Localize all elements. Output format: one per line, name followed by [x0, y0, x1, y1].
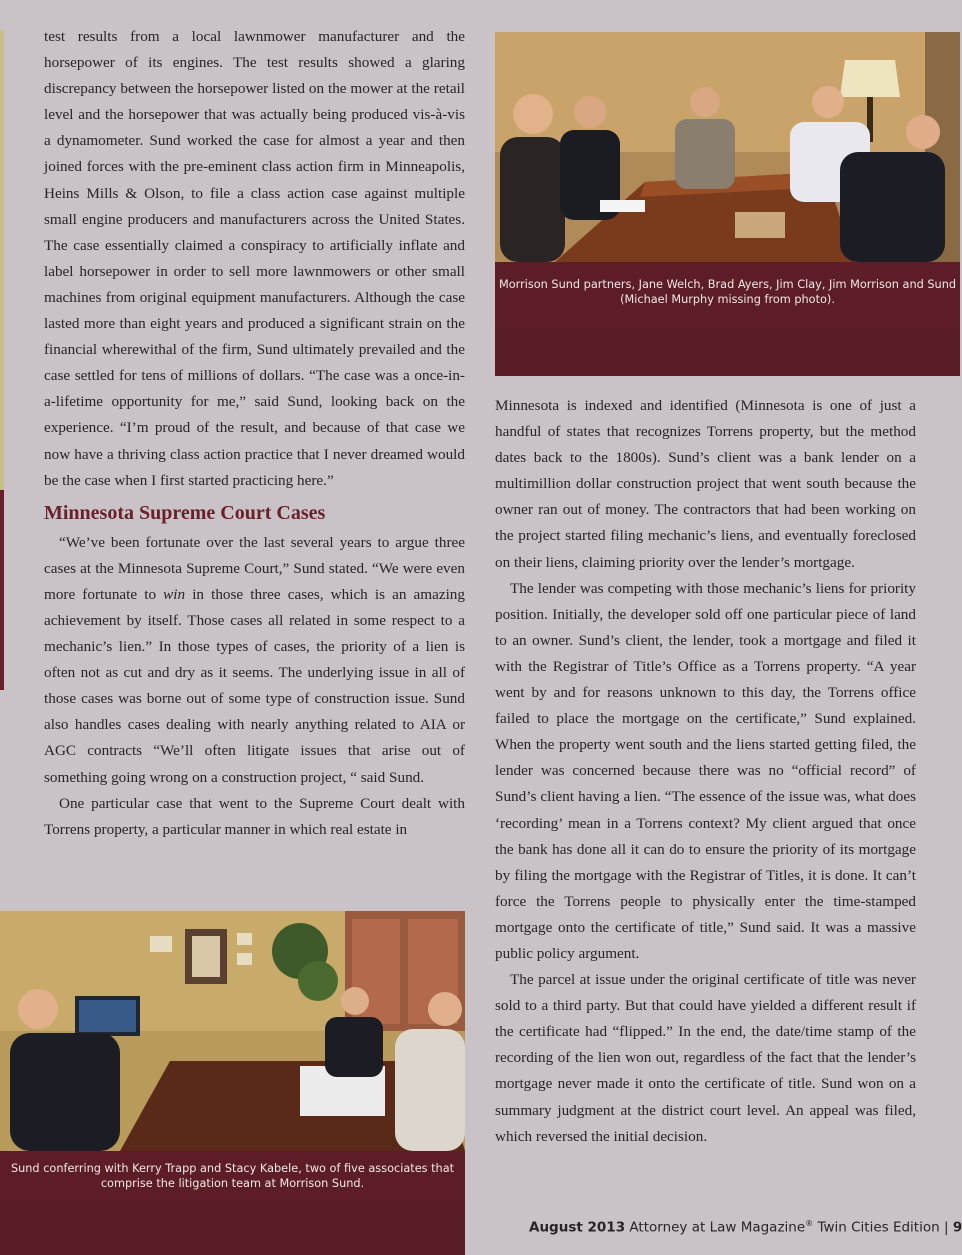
footer-date: August 2013 [529, 1219, 626, 1236]
footer-publication: Attorney at Law Magazine [629, 1219, 806, 1236]
associates-photo-image [0, 911, 465, 1151]
left-paragraph-2 [44, 530, 465, 791]
right-paragraph-2: The lender was competing with those mechanic’s liens for priority position. Initially, the developer sold off one particular piece of land to an owner. Sund’s client, the lender, took a mortgage and filed it with the Registrar of Title’s Office as a Torrens property. “A year went by and for reasons unknown to this day, the Torrens office failed to place the mortgage on the certificate,” Sund explained. When the property went south and the liens started getting filed, the lender was concerned because there was no “official record” of Sund’s client having a lien. “The essence of the issue was, what does ‘recording’ mean in a Torrens context? My client argued that once the bank has done all it can do to ensure the priority of its mortgage by filing the mortgage with the Registrar of Titles, it is done. It can’t force the Torrens people to physically enter the time-stamped mortgage onto the certificate of title,” Sund said. It was a massive public policy argument. [495, 579, 916, 962]
emphasis-win: win [163, 585, 186, 603]
left-paragraph-2-part-a: “We’ve been fortunate over the last several years to argue three cases at the Minnesota Supreme Court,” Sund stated. “We were even more fortunate to [44, 533, 465, 603]
partners-photo-caption: Morrison Sund partners, Jane Welch, Brad Ayers, Jim Clay, Jim Morrison and Sund (Michael Murphy missing from photo). [495, 262, 960, 328]
left-paragraph-3: One particular case that went to the Supreme Court dealt with Torrens property, a particular manner in which real estate in [44, 794, 465, 838]
left-paragraph-2-part-b: in those three cases, which is an amazing achievement by itself. Those cases all related in some respect to a mechanic’s lien.” In those types of cases, the priority of a lien is often not as cut and dry as it seems. The underlying issue in all of those cases was borne out of some type of construction issue. Sund also handles cases dealing with nearly anything related to AIA or AGC contracts “We’ll often litigate issues that arise out of something going wrong on a construction project, “ said Sund. [44, 585, 465, 786]
page-edge-stripe-gold [0, 30, 4, 490]
footer-separator: | [943, 1219, 949, 1236]
left-paragraph-1: test results from a local lawnmower manufacturer and the horsepower of its engines. The test results showed a glaring discrepancy between the horsepower listed on the mower at the retail level and the horsepower that was actually being produced vis-à-vis a dynamometer. Sund worked the case for almost a year and then joined forces with the pre-eminent class action firm in Minneapolis, Heins Mills & Olson, to file a class action case against multiple small engine producers and manufacturers across the United States. The case essentially claimed a conspiracy to artificially inflate and label horsepower in order to sell more lawnmowers or other small machines from original equipment manufacturers. Although the case lasted more than eight years and produced a significant strain on the financial wherewithal of the firm, Sund ultimately prevailed and the case settled for tens of millions of dollars. “The case was a once-in-a-lifetime opportunity for me,” said Sund, looking back on the experience. “I’m proud of the result, and because of that case we now have a thriving class action practice that I never dreamed would be the case when I first started practicing here.” [44, 28, 465, 489]
partners-photo [495, 32, 960, 376]
page-edge-stripe-maroon [0, 490, 4, 690]
right-paragraph-1: Minnesota is indexed and identified (Minnesota is one of just a handful of states that recognizes Torrens property, but the method dates back to the 1800s). Sund’s client was a bank lender on a multimillion dollar construction project that went south because the owner ran out of money. The contractors that had been working on the project started filing mechanic’s liens, and eventually foreclosed on their liens, claiming priority over the lender’s mortgage. [495, 397, 916, 571]
footer-trademark: ® [805, 1219, 814, 1228]
page-footer [529, 1219, 962, 1236]
section-heading: Minnesota Supreme Court Cases [44, 501, 326, 524]
right-column [495, 393, 916, 1150]
partners-photo-image [495, 32, 960, 262]
footer-edition: Twin Cities Edition [817, 1219, 940, 1236]
left-column [44, 24, 465, 843]
associates-photo-caption: Sund conferring with Kerry Trapp and Stacy Kabele, two of five associates that comprise the litigation team at Morrison Sund. [0, 1151, 465, 1203]
associates-photo [0, 911, 465, 1255]
page-number: 9 [952, 1219, 962, 1236]
right-paragraph-3: The parcel at issue under the original certificate of title was never sold to a third party. But that could have yielded a different result if the certificate had “flipped.” In the end, the date/time stamp of the recording of the lien won out, regardless of the fact that the lender’s mortgage never made it onto the certificate of title. Sund won on a summary judgment at the district court level. An appeal was filed, which reversed the initial decision. [495, 971, 916, 1145]
